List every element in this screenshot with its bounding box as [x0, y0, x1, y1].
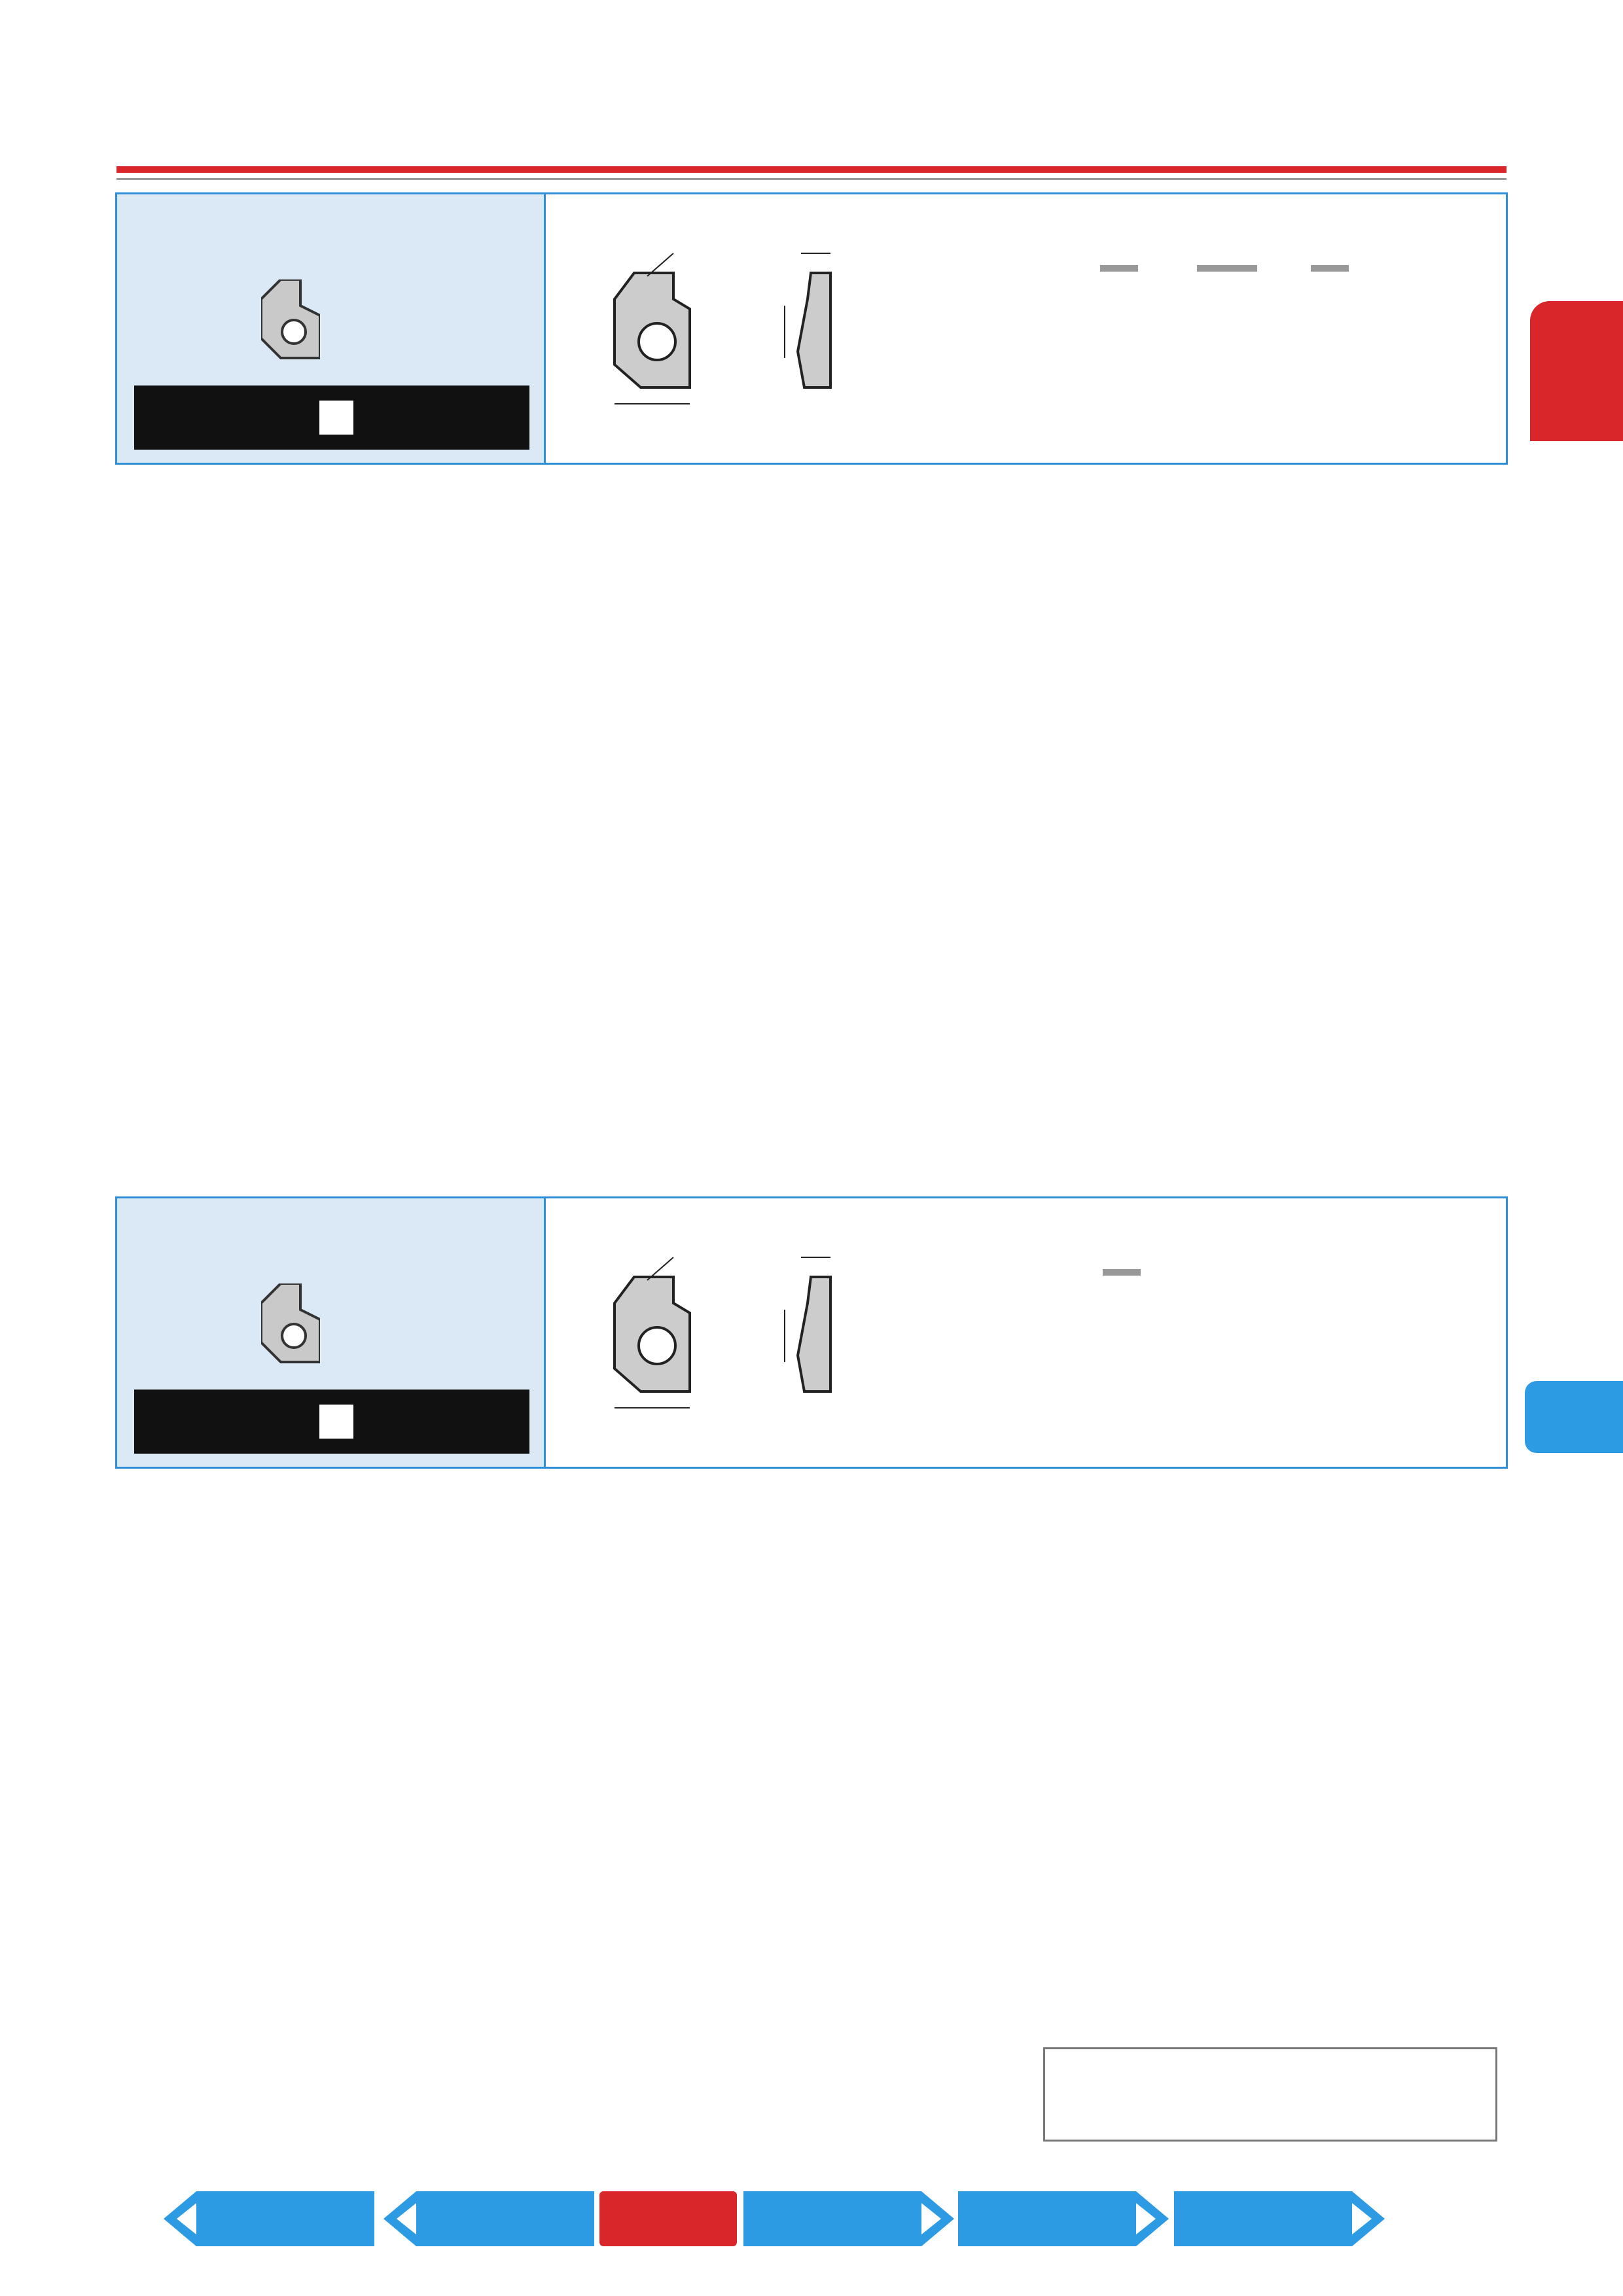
- nav-guide-button[interactable]: [383, 2191, 594, 2246]
- insert-shape-icon: [261, 279, 320, 365]
- underline-b: [1197, 265, 1257, 272]
- nav-related-button[interactable]: [599, 2191, 737, 2246]
- tab-special[interactable]: [1525, 1381, 1623, 1453]
- header-rule: [116, 166, 1507, 173]
- panel-left: [117, 1198, 546, 1467]
- insert-drawing: [575, 227, 942, 437]
- chapter-label: [1544, 452, 1584, 622]
- product-table-1: [115, 484, 1504, 923]
- series-box: [134, 386, 529, 450]
- underline-a: [1103, 1269, 1141, 1276]
- nav-holders-button[interactable]: [743, 2191, 954, 2246]
- nav-alloys-button[interactable]: [164, 2191, 374, 2246]
- series-box: [134, 1390, 529, 1454]
- series-square-icon: [319, 1405, 353, 1439]
- nav-tech-button[interactable]: [1174, 2191, 1385, 2246]
- product-panel-2: [115, 1196, 1508, 1469]
- nav-internal-button[interactable]: [958, 2191, 1169, 2246]
- underline-a: [1100, 265, 1138, 272]
- series-square-icon: [319, 401, 353, 435]
- panel-left: [117, 194, 546, 463]
- chapter-tab[interactable]: [1530, 301, 1623, 441]
- product-panel-1: [115, 192, 1508, 465]
- insert-shape-icon: [261, 1283, 320, 1369]
- product-table-2: [115, 1488, 1504, 1927]
- underline-c: [1311, 265, 1349, 272]
- header-rule-thin: [116, 178, 1507, 180]
- insert-drawing: [575, 1231, 942, 1441]
- symbol-legend: [1043, 2047, 1497, 2142]
